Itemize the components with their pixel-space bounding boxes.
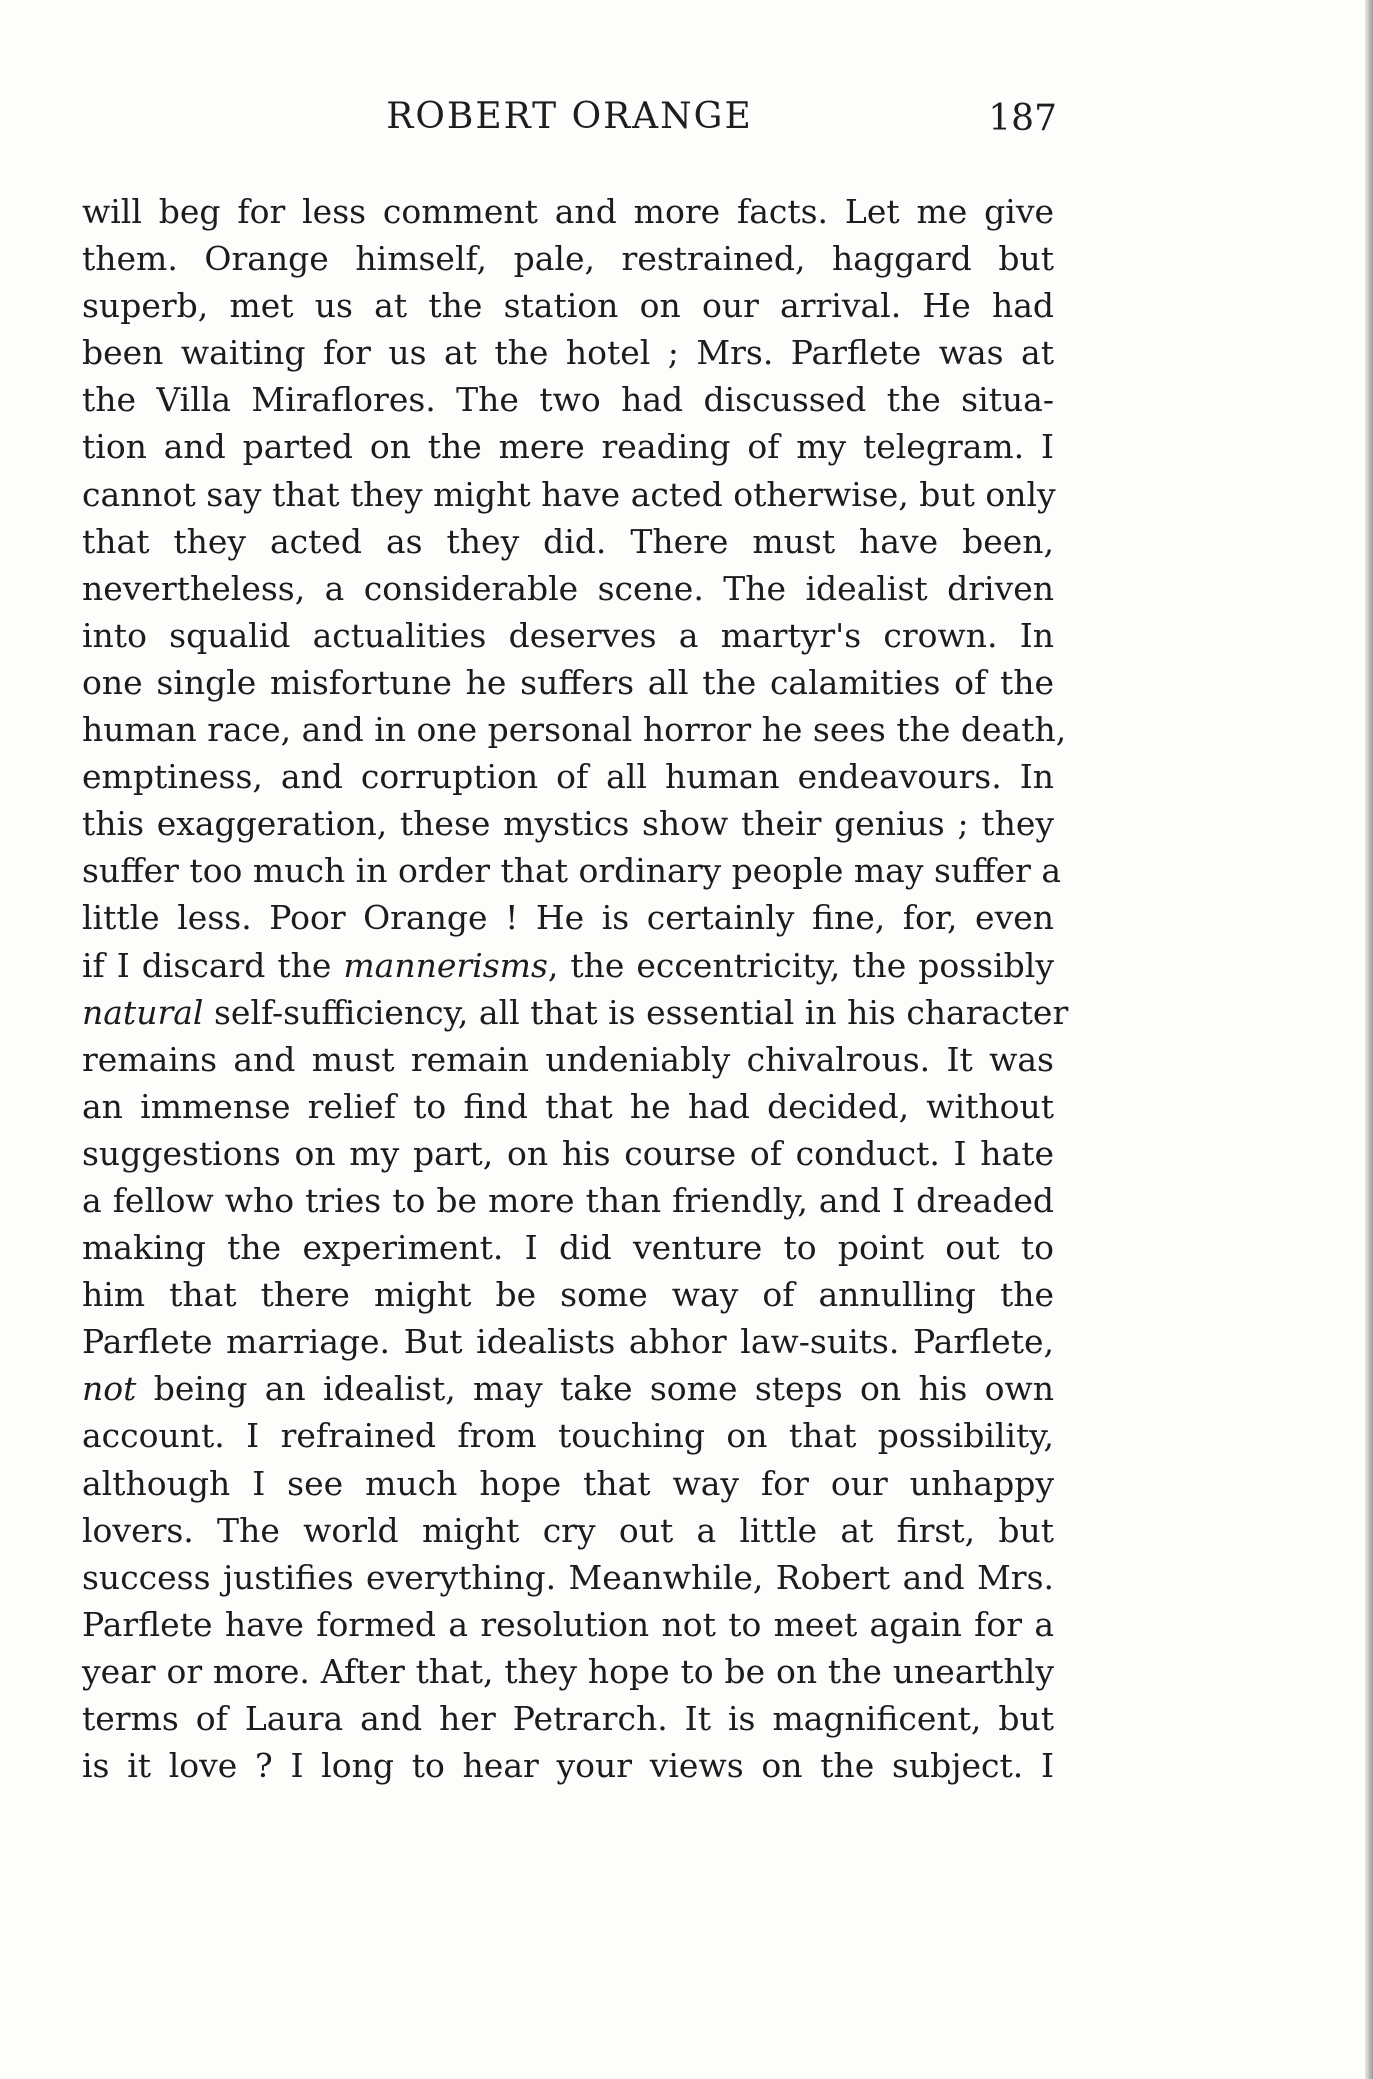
text-segment: being an idealist, may take some steps on his own <box>136 1369 1054 1409</box>
text-line: him that there might be some way of annulling the <box>82 1275 1054 1315</box>
text-line <box>82 1365 1054 1412</box>
text-line: suffer too much in order that ordinary people may suffer a <box>82 851 1062 891</box>
text-line: although I see much hope that way for our unhappy <box>82 1463 1054 1503</box>
text-line: success justifies everything. Meanwhile, Robert and Mrs. <box>82 1557 1054 1597</box>
text-line: an immense relief to find that he had decided, without <box>82 1086 1054 1126</box>
text-line: is it love ? I long to hear your views on the subject. I <box>82 1746 1054 1786</box>
text-line <box>82 942 1054 989</box>
text-line: them. Orange himself, pale, restrained, haggard but <box>82 239 1054 279</box>
text-line <box>82 989 1069 1036</box>
text-line: terms of Laura and her Petrarch. It is magnificent, but <box>82 1699 1054 1738</box>
text-line: cannot say that they might have acted otherwise, but only <box>82 474 1056 514</box>
text-line: been waiting for us at the hotel ; Mrs. Parflete was at <box>82 333 1054 373</box>
italic-emphasis: mannerisms <box>343 945 548 985</box>
running-title: ROBERT ORANGE <box>386 96 753 137</box>
text-line: a fellow who tries to be more than friendly, and I dreaded <box>82 1180 1054 1220</box>
text-line: into squalid actualities deserves a martyr's crown. In <box>82 615 1054 655</box>
text-line: year or more. After that, they hope to be on the unearthly <box>82 1651 1054 1691</box>
italic-emphasis: natural <box>82 992 204 1032</box>
page-edge-shadow <box>1365 0 1373 2079</box>
text-line: account. I refrained from touching on that possibility, <box>82 1416 1054 1456</box>
text-line: one single misfortune he suffers all the calamities of the <box>82 662 1054 702</box>
text-segment: , the eccentricity, the possibly <box>547 945 1054 985</box>
text-line: nevertheless, a considerable scene. The idealist driven <box>82 568 1054 608</box>
text-line: suggestions on my part, on his course of conduct. I hate <box>82 1133 1054 1173</box>
text-line: tion and parted on the mere reading of my telegram. I <box>82 427 1054 467</box>
text-line: emptiness, and corruption of all human endeavours. In <box>82 757 1054 797</box>
text-segment: if I discard the <box>82 945 344 985</box>
text-line: that they acted as they did. There must have been, <box>82 521 1054 561</box>
text-line: the Villa Miraflores. The two had discussed the situa- <box>82 380 1054 420</box>
text-line: remains and must remain undeniably chivalrous. It was <box>82 1039 1054 1079</box>
text-line: making the experiment. I did venture to point out to <box>82 1228 1054 1268</box>
italic-emphasis: not <box>82 1369 137 1409</box>
page-number: 187 <box>988 98 1057 139</box>
text-line: this exaggeration, these mystics show their genius ; they <box>82 804 1054 844</box>
body-text <box>82 188 1069 1789</box>
page-header <box>82 96 1057 146</box>
text-line: superb, met us at the station on our arrival. He had <box>82 286 1054 326</box>
text-line: Parflete have formed a resolution not to meet again for a <box>82 1604 1054 1644</box>
text-line: lovers. The world might cry out a little at first, but <box>82 1510 1054 1550</box>
text-line: will beg for less comment and more facts. Let me give <box>82 192 1054 231</box>
text-line: human race, and in one personal horror he sees the death, <box>82 710 1067 750</box>
text-line: Parflete marriage. But idealists abhor law-suits. Parflete, <box>82 1322 1054 1362</box>
text-segment: self-sufficiency, all that is essential in his character <box>203 992 1069 1032</box>
text-line: little less. Poor Orange ! He is certainly fine, for, even <box>82 898 1054 938</box>
